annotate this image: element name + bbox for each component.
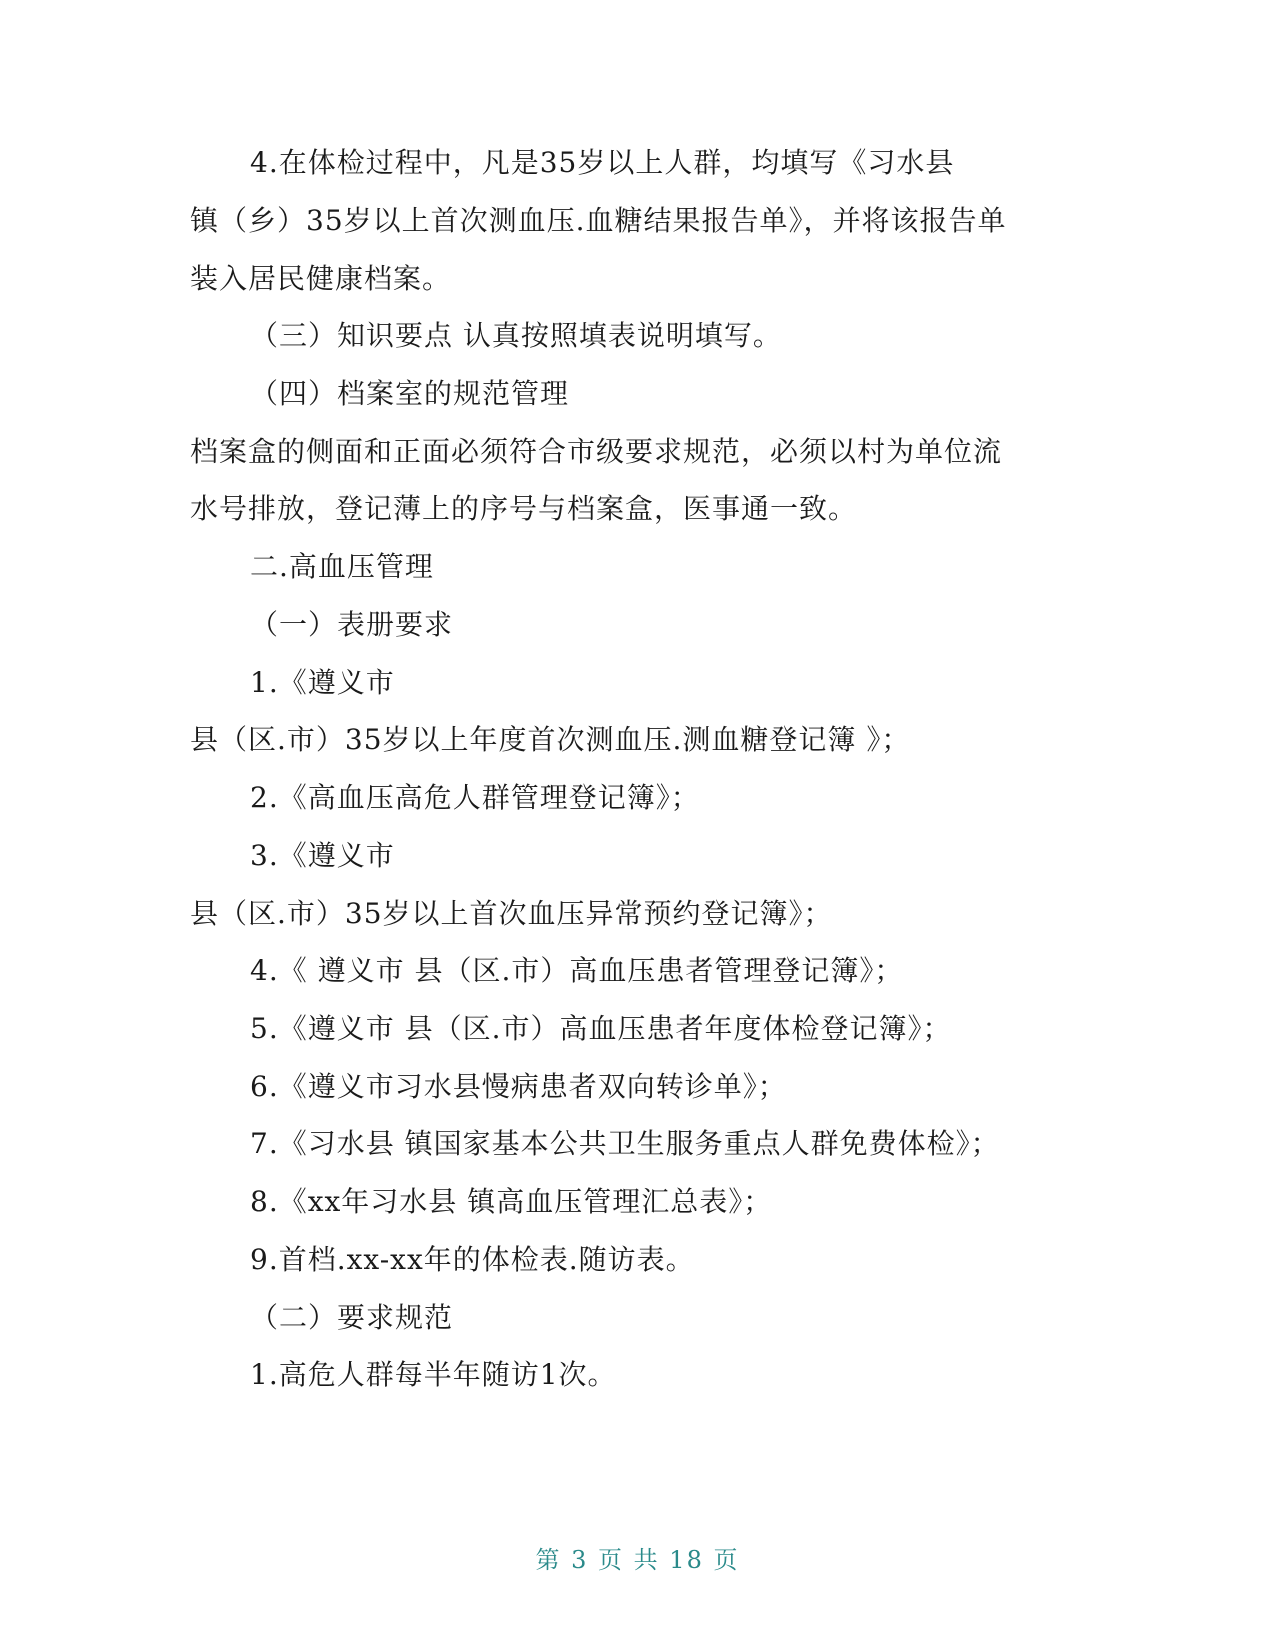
list-item: 9.首档.xx-xx年的体检表.随访表。	[250, 1243, 695, 1276]
paragraph-line: 4.在体检过程中，凡是35岁以上人群，均填写《习水县	[250, 146, 955, 179]
list-item: 1.高危人群每半年随访1次。	[250, 1358, 617, 1391]
page-number-footer: 第 3 页 共 18 页	[535, 1546, 740, 1574]
list-item-continuation: 县（区.市）35岁以上年度首次测血压.测血糖登记簿 》；	[190, 723, 911, 756]
list-item: 6.《遵义市习水县慢病患者双向转诊单》；	[250, 1070, 787, 1103]
section-heading: （二）要求规范	[250, 1301, 454, 1334]
list-item: 7.《习水县 镇国家基本公共卫生服务重点人群免费体检》；	[250, 1127, 1000, 1160]
section-heading: （一）表册要求	[250, 608, 454, 641]
paragraph-line: 装入居民健康档案。	[190, 262, 452, 295]
paragraph-line: 档案盒的侧面和正面必须符合市级要求规范，必须以村为单位流	[190, 435, 1003, 468]
section-heading: 二.高血压管理	[250, 550, 434, 583]
section-heading: （四）档案室的规范管理	[250, 377, 570, 410]
list-item-continuation: 县（区.市）35岁以上首次血压异常预约登记簿》；	[190, 897, 833, 930]
list-item: 2.《高血压高危人群管理登记簿》；	[250, 781, 700, 814]
list-item: 1.《遵义市	[250, 666, 395, 699]
list-item: 5.《遵义市 县（区.市）高血压患者年度体检登记簿》；	[250, 1012, 952, 1045]
list-item: 8.《xx年习水县 镇高血压管理汇总表》；	[250, 1185, 773, 1218]
paragraph-line: 水号排放，登记薄上的序号与档案盒，医事通一致。	[190, 492, 858, 525]
paragraph-line: 镇（乡）35岁以上首次测血压.血糖结果报告单》，并将该报告单	[190, 204, 1007, 237]
section-heading: （三）知识要点 认真按照填表说明填写。	[250, 319, 782, 352]
list-item: 4.《 遵义市 县（区.市）高血压患者管理登记簿》；	[250, 954, 904, 987]
list-item: 3.《遵义市	[250, 839, 395, 872]
